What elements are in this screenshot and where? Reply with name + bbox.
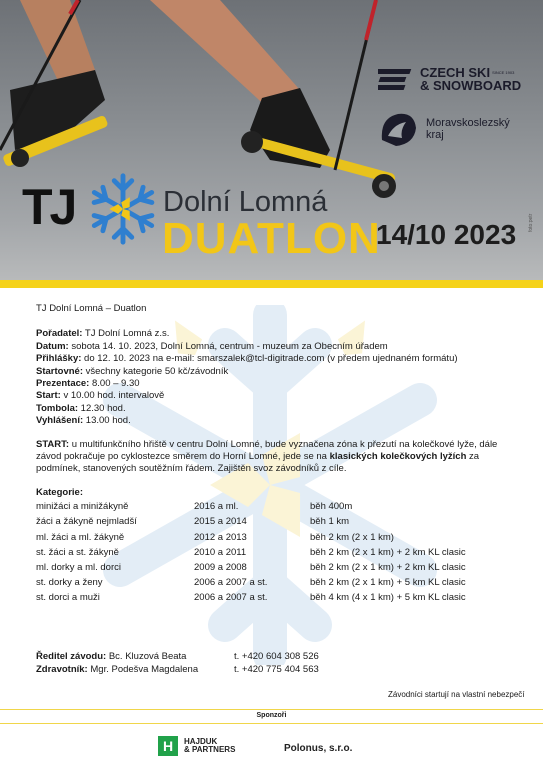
- photo-credit: foto:petr: [528, 213, 534, 232]
- region-emblem-icon: [378, 110, 418, 148]
- sponsor-divider-top: [0, 709, 543, 710]
- sponsors-heading: Sponzoři: [256, 712, 287, 719]
- table-row: ml. dorky a ml. dorci 2009 a 2008 běh 2 km (2 x 1 km) + 2 km KL clasic: [36, 562, 466, 574]
- contact-phone: t. +420 775 404 563: [234, 664, 319, 675]
- czech-ski-since: SINCE 1903: [492, 70, 515, 75]
- info-date: Datum: sobota 14. 10. 2023, Dolní Lomná, centrum - muzeum za Obecním úřadem: [36, 340, 388, 352]
- czech-ski-line2: & SNOWBOARD: [420, 78, 522, 93]
- table-row: žáci a žákyně nejmladší 2015 a 2014 běh 1 km: [36, 516, 350, 528]
- tj-logo: TJ: [22, 179, 75, 235]
- categories-table: [36, 501, 466, 607]
- risk-note: Závodníci startují na vlastní nebezpečí: [388, 690, 525, 699]
- categories-heading: Kategorie:: [36, 486, 83, 498]
- hajduk-logo-icon: H: [158, 736, 178, 756]
- contact-medic: Zdravotník: Mgr. Podešva Magdalena t. +420 775 404 563: [36, 664, 319, 675]
- sponsor-polonus: Polonus, s.r.o.: [284, 743, 353, 754]
- title-location: Dolní Lomná: [163, 186, 328, 218]
- contacts: [36, 650, 319, 676]
- table-row: minižáci a minižákyně 2016 a ml. běh 400m: [36, 501, 353, 513]
- document-heading: TJ Dolní Lomná – Duatlon: [36, 303, 147, 314]
- info-presentation: Prezentace: 8.00 – 9.30: [36, 378, 140, 390]
- region-line2: kraj: [426, 129, 444, 141]
- event-details: [36, 303, 516, 608]
- title-date: 14/10 2023: [376, 219, 517, 250]
- table-row: st. žáci a st. žákyně 2010 a 2011 běh 2 km (2 x 1 km) + 2 km KL clasic: [36, 546, 466, 558]
- table-row: ml. žáci a ml. žákyně 2012 a 2013 běh 2 km (2 x 1 km): [36, 531, 394, 543]
- contact-phone: t. +420 604 308 526: [234, 651, 319, 662]
- info-registration: Přihlášky: do 12. 10. 2023 na e-mail: smarszalek@tcl-digitrade.com (v předem ujednaném formátu): [36, 353, 458, 365]
- start-description: START: u multifunkčního hřiště v centru Dolní Lomné, bude vyznačena zóna k přezutí na kolečkové lyže, dále závod pokračuje po cyklostezce směrem do Horní Lomné, jede se na klasických kolečkových lyžích za podmínek, stanovených soutěžním řádem. Zajištěn svoz závodníků z cíle.: [36, 438, 498, 475]
- contact-director: Ředitel závodu: Bc. Kluzová Beata t. +420 604 308 526: [36, 651, 319, 662]
- region-line1: Moravskoslezský: [426, 117, 510, 129]
- table-row: st. dorky a ženy 2006 a 2007 a st. běh 2 km (2 x 1 km) + 5 km KL clasic: [36, 577, 466, 589]
- info-start: Start: v 10.00 hod. intervalově: [36, 390, 165, 402]
- czech-ski-line1: CZECH SKI: [420, 65, 491, 80]
- sponsor-hajduk: H HAJDUK & PARTNERS: [158, 736, 235, 756]
- sponsor-divider-bottom: [0, 723, 543, 724]
- czech-ski-logo: [378, 66, 521, 92]
- title-event: DUATLON: [162, 214, 381, 263]
- snowflake-logo-icon: [84, 170, 162, 248]
- table-row: st. dorci a muži 2006 a 2007 a st. běh 4 km (4 x 1 km) + 5 km KL clasic: [36, 592, 466, 604]
- yellow-band: [0, 280, 543, 288]
- info-awards: Vyhlášení: 13.00 hod.: [36, 415, 131, 427]
- info-tombola: Tombola: 12.30 hod.: [36, 402, 126, 414]
- hero-photo: [0, 0, 543, 280]
- region-logo: [378, 110, 510, 148]
- info-fee: Startovné: všechny kategorie 50 kč/závodník: [36, 365, 229, 377]
- info-organizer: Pořadatel: TJ Dolní Lomná z.s.: [36, 328, 170, 340]
- czech-ski-icon: [378, 67, 412, 91]
